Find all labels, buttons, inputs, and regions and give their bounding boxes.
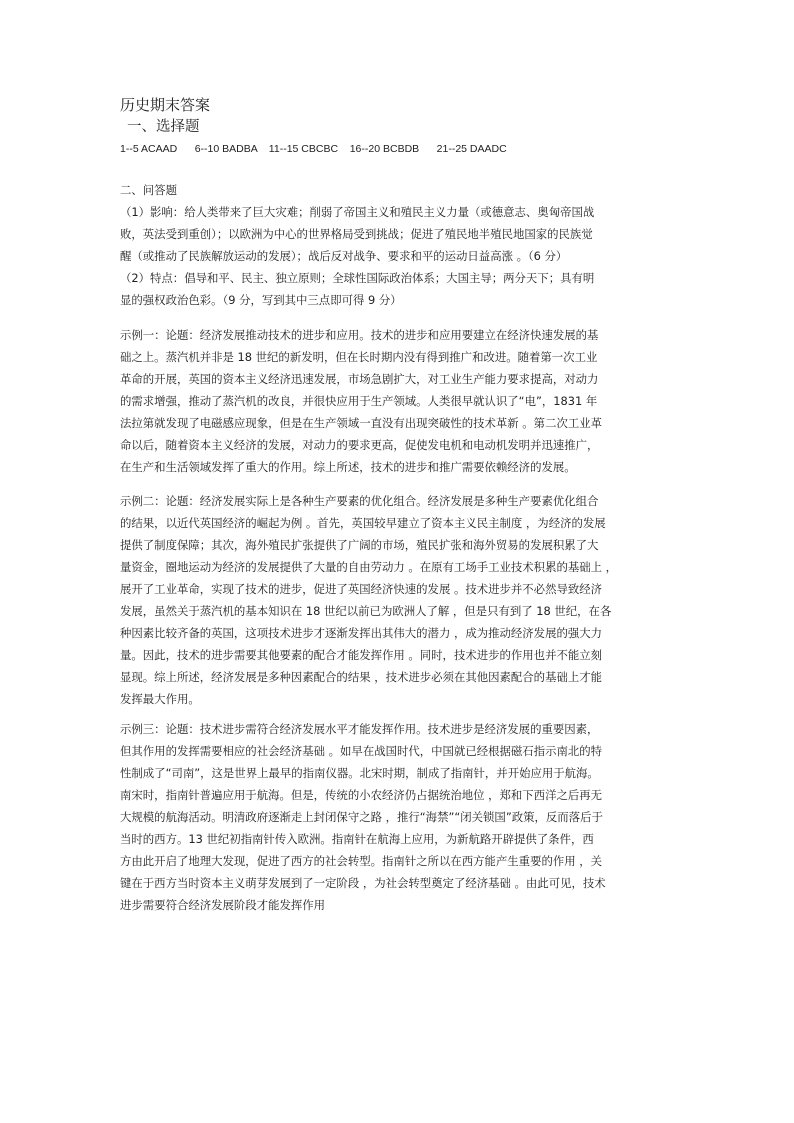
section-heading-qa: 二、问答题 xyxy=(120,183,177,197)
paragraph-line: 键在于西方当时资本主义萌芽发展到了一定阶段 ，为社会转型奠定了经济基础 。由此可见，技术 xyxy=(120,876,606,890)
example-two-paragraph xyxy=(120,490,680,710)
document-title: 历史期末答案 xyxy=(120,96,211,114)
section-heading-choice: 一、选择题 xyxy=(127,119,200,135)
paragraph-line: 发展，虽然关于蒸汽机的基本知识在 18 世纪以前已为欧洲人了解 ，但是只有到了 18 世纪，在各 xyxy=(120,604,612,618)
paragraph-line: 的需求增强，推动了蒸汽机的改良，并很快应用于生产领域。人类很早就认识了“电”，1831 年 xyxy=(120,394,598,408)
example-one-paragraph xyxy=(120,324,680,478)
paragraph-line: 革命的开展，英国的资本主义经济迅速发展，市场急剧扩大，对工业生产能力要求提高，对动力 xyxy=(120,372,599,386)
paragraph-line: 显的强权政治色彩。（9 分，写到其中三点即可得 9 分） xyxy=(120,293,402,307)
paragraph-line: 发挥最大作用。 xyxy=(120,692,200,706)
paragraph-line: 但其作用的发挥需要相应的社会经济基础 。如早在战国时代，中国就已经根据磁石指示南北的特 xyxy=(120,744,603,758)
paragraph-line: 法拉第就发现了电磁感应现象，但是在生产领域一直没有出现突破性的技术革新 。第二次工业革 xyxy=(120,416,603,430)
paragraph-line: 示例二：论题：经济发展实际上是各种生产要素的优化组合。经济发展是多种生产要素优化组合 xyxy=(120,494,599,508)
paragraph-line: 进步需要符合经济发展阶段才能发挥作用 xyxy=(120,898,326,912)
paragraph-line: （1）影响：给人类带来了巨大灾难；削弱了帝国主义和殖民主义力量（或德意志、奥匈帝国战 xyxy=(120,205,595,219)
paragraph-line: 方由此开启了地理大发现，促进了西方的社会转型。指南针之所以在西方能产生重要的作用 ，关 xyxy=(120,854,603,868)
paragraph-line: 础之上。蒸汽机并非是 18 世纪的新发明，但在长时期内没有得到推广和改进。随着第一次工业 xyxy=(120,350,598,364)
paragraph-line: 种因素比较齐备的英国，这项技术进步才逐渐发挥出其伟大的潜力 ，成为推动经济发展的强大力 xyxy=(120,626,603,640)
paragraph-line: 的结果，以近代英国经济的崛起为例 。首先，英国较早建立了资本主义民主制度 ，为经济的发展 xyxy=(120,516,606,530)
section-qa xyxy=(120,179,680,311)
paragraph-line: 示例三：论题：技术进步需符合经济发展水平才能发挥作用。技术进步是经济发展的重要因素， xyxy=(120,722,599,736)
paragraph-line: 展开了工业革命，实现了技术的进步，促进了英国经济快速的发展 。技术进步并不必然导致经济 xyxy=(120,582,603,596)
paragraph-line: 示例一：论题：经济发展推动技术的进步和应用。技术的进步和应用要建立在经济快速发展的基 xyxy=(120,328,599,342)
paragraph-line: 当时的西方。13 世纪初指南针传入欧洲。指南针在航海上应用，为新航路开辟提供了条件，西 xyxy=(120,832,594,846)
paragraph-line: 南宋时，指南针普遍应用于航海。但是，传统的小农经济仍占据统治地位 ，郑和下西洋之后再无 xyxy=(120,788,603,802)
paragraph-line: 提供了制度保障；其次，海外殖民扩张提供了广阔的市场，殖民扩张和海外贸易的发展积累了大 xyxy=(120,538,599,552)
example-three-paragraph xyxy=(120,718,680,916)
paragraph-line: 大规模的航海活动。明清政府逐渐走上封闭保守之路 ，推行“海禁”“闭关锁国”政策，反而落后于 xyxy=(120,810,603,824)
paragraph-line: 败，英法受到重创）；以欧洲为中心的世界格局受到挑战；促进了殖民地半殖民地国家的民族觉 xyxy=(120,227,593,241)
paragraph-line: 醒（或推动了民族解放运动的发展）；战后反对战争、要求和平的运动日益高涨 。（6 分） xyxy=(120,249,568,263)
paragraph-line: 量。因此，技术的进步需要其他要素的配合才能发挥作用 。同时，技术进步的作用也并不能立刻 xyxy=(120,648,603,662)
paragraph-line: 量资金，圈地运动为经济的发展提供了大量的自由劳动力 。在原有工场手工业技术积累的基础上 ， xyxy=(120,560,618,574)
paragraph-line: 命以后，随着资本主义经济的发展，对动力的要求更高，促使发电机和电动机发明并迅速推广， xyxy=(120,438,599,452)
paragraph-line: 显现。综上所述，经济发展是多种因素配合的结果 ，技术进步必须在其他因素配合的基础上才能 xyxy=(120,670,603,684)
choice-answers: 1--5 ACAAD 6--10 BADBA 11--15 CBCBC 16--20 BCBDB 21--25 DAADC xyxy=(120,143,507,155)
paragraph-line: （2）特点：倡导和平、民主、独立原则；全球性国际政治体系；大国主导；两分天下；具有明 xyxy=(120,271,595,285)
paragraph-line: 在生产和生活领域发挥了重大的作用。综上所述，技术的进步和推广需要依赖经济的发展。 xyxy=(120,460,576,474)
paragraph-line: 性制成了“司南”，这是世界上最早的指南仪器。北宋时期，制成了指南针，并开始应用于航海。 xyxy=(120,766,599,780)
